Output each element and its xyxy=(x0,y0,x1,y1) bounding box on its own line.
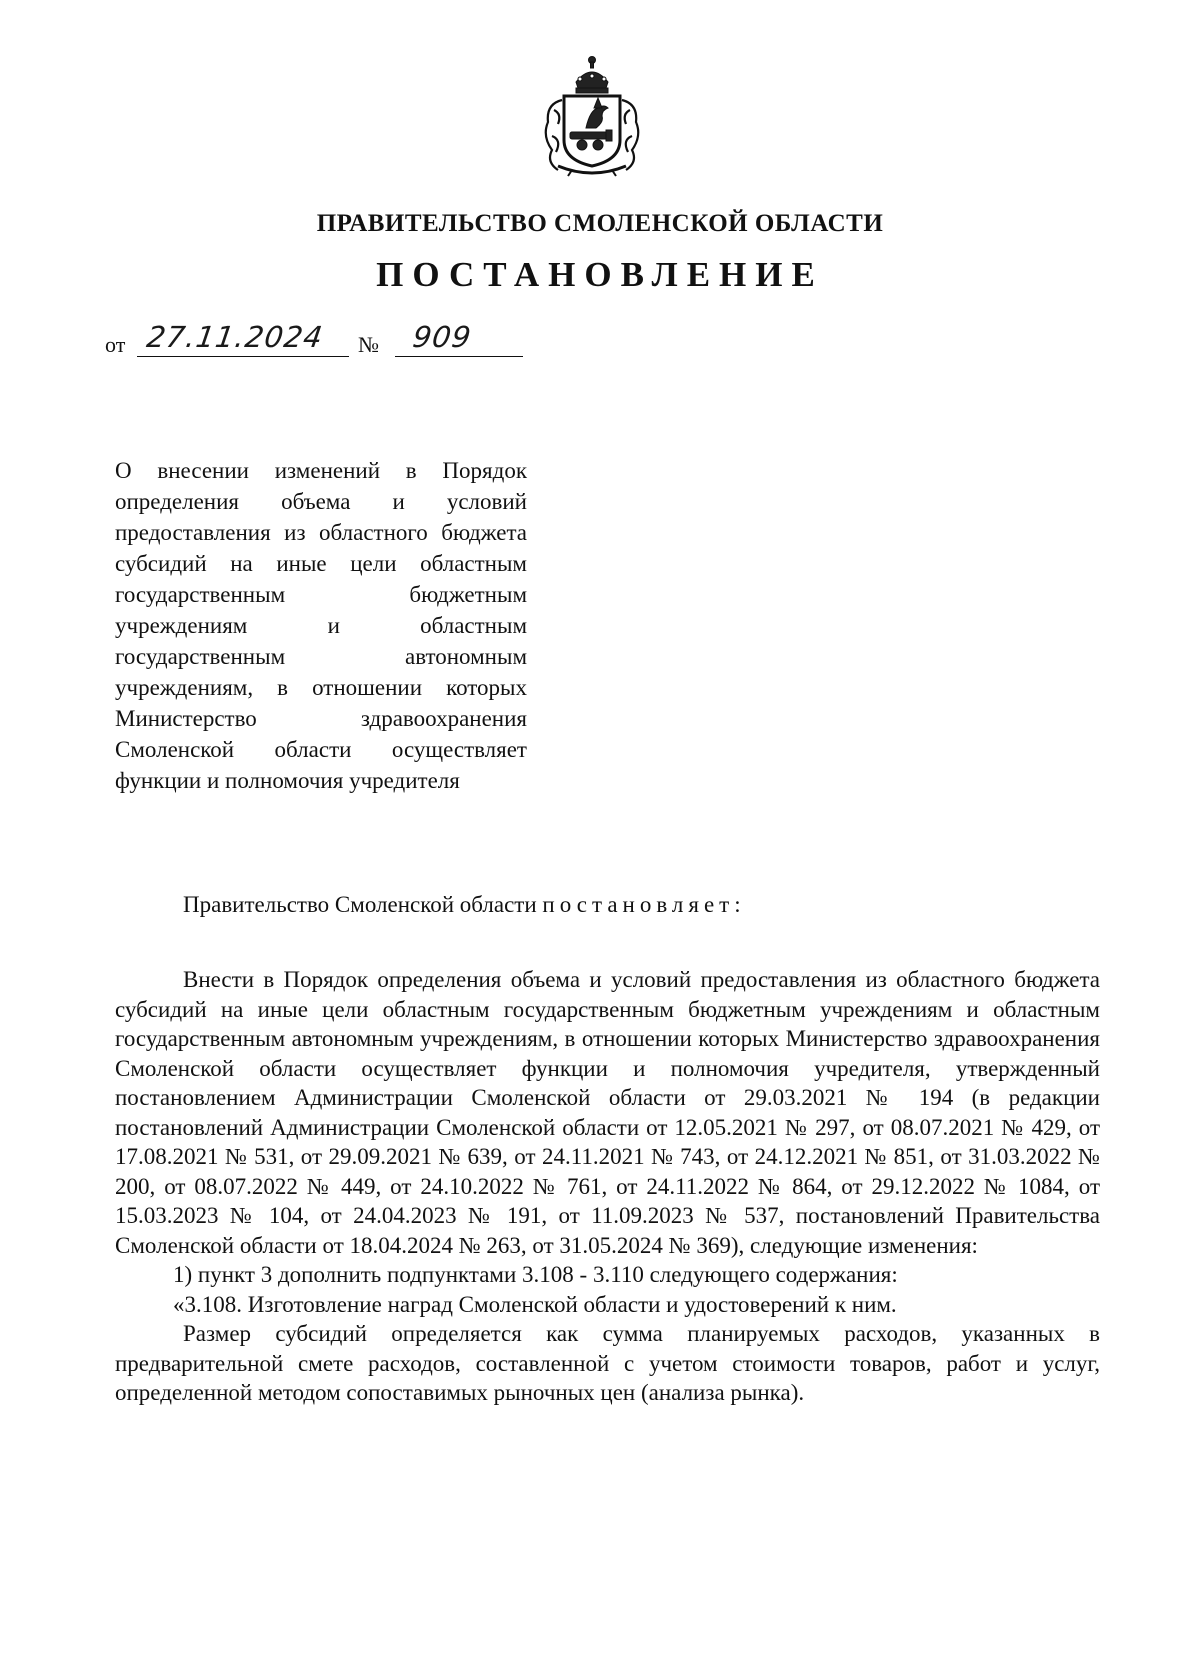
date-from-label: от xyxy=(105,332,126,357)
decree-line xyxy=(115,890,1100,920)
body-paragraph-2: Размер субсидий определяется как сумма планируемых расходов, указанных в предварительной смете расходов, составленной с учетом стоимости товаров, работ и услуг, определенной методом сопоставимых рыночных цен (анализа рынка). xyxy=(115,1321,1100,1405)
handwritten-number: 909 xyxy=(410,320,474,354)
document-body xyxy=(115,965,1100,1408)
handwritten-date: 27.11.2024 xyxy=(144,320,326,354)
number-label: № xyxy=(358,332,379,357)
document-subject: О внесении изменений в Порядок определения объема и условий предоставления из областного бюджета субсидий на иные цели областным государственным бюджетным учреждениям и областным государственным автономным учреждениям, в отношении которых Министерство здравоохранения Смоленской области осуществляет функции и полномочия учредителя xyxy=(115,458,527,793)
body-paragraph-1: Внести в Порядок определения объема и условий предоставления из областного бюджета субсидий на иные цели областным государственным бюджетным учреждениям и областным государственным автономным учреждениям, в отношении которых Министерство здравоохранения Смоленской области осуществляет функции и полномочия учредителя, утвержденный постановлением Администрации Смоленской области от 29.03.2021 № 194 (в редакции постановлений Администрации Смоленской области от 12.05.2021 № 297, от 08.07.2021 № 429, от 17.08.2021 № 531, от 29.09.2021 № 639, от 24.11.2021 № 743, от 24.12.2021 № 851, от 31.03.2022 № 200, от 08.07.2022 № 449, от 24.10.2022 № 761, от 24.11.2022 № 864, от 29.12.2022 № 1084, от 15.03.2023 № 104, от 24.04.2023 № 191, от 11.09.2023 № 537, постановлений Правительства Смоленской области от 18.04.2024 № 263, от 31.05.2024 № 369), следующие изменения: xyxy=(115,967,1100,1258)
decree-verb: постановляет: xyxy=(542,892,746,917)
number-underline xyxy=(395,356,523,357)
government-title: ПРАВИТЕЛЬСТВО СМОЛЕНСКОЙ ОБЛАСТИ xyxy=(316,210,884,237)
date-number-line xyxy=(105,320,525,360)
decree-intro: Правительство Смоленской области xyxy=(183,892,537,917)
smolensk-coat-of-arms-icon xyxy=(532,52,652,177)
body-subitem-3-108: «3.108. Изготовление наград Смоленской области и удостоверений к ним. xyxy=(173,1291,897,1317)
document-type-heading: ПОСТАНОВЛЕНИЕ xyxy=(376,255,824,294)
date-underline xyxy=(137,356,349,357)
body-item-1: 1) пункт 3 дополнить подпунктами 3.108 - 3.110 следующего содержания: xyxy=(173,1262,898,1287)
